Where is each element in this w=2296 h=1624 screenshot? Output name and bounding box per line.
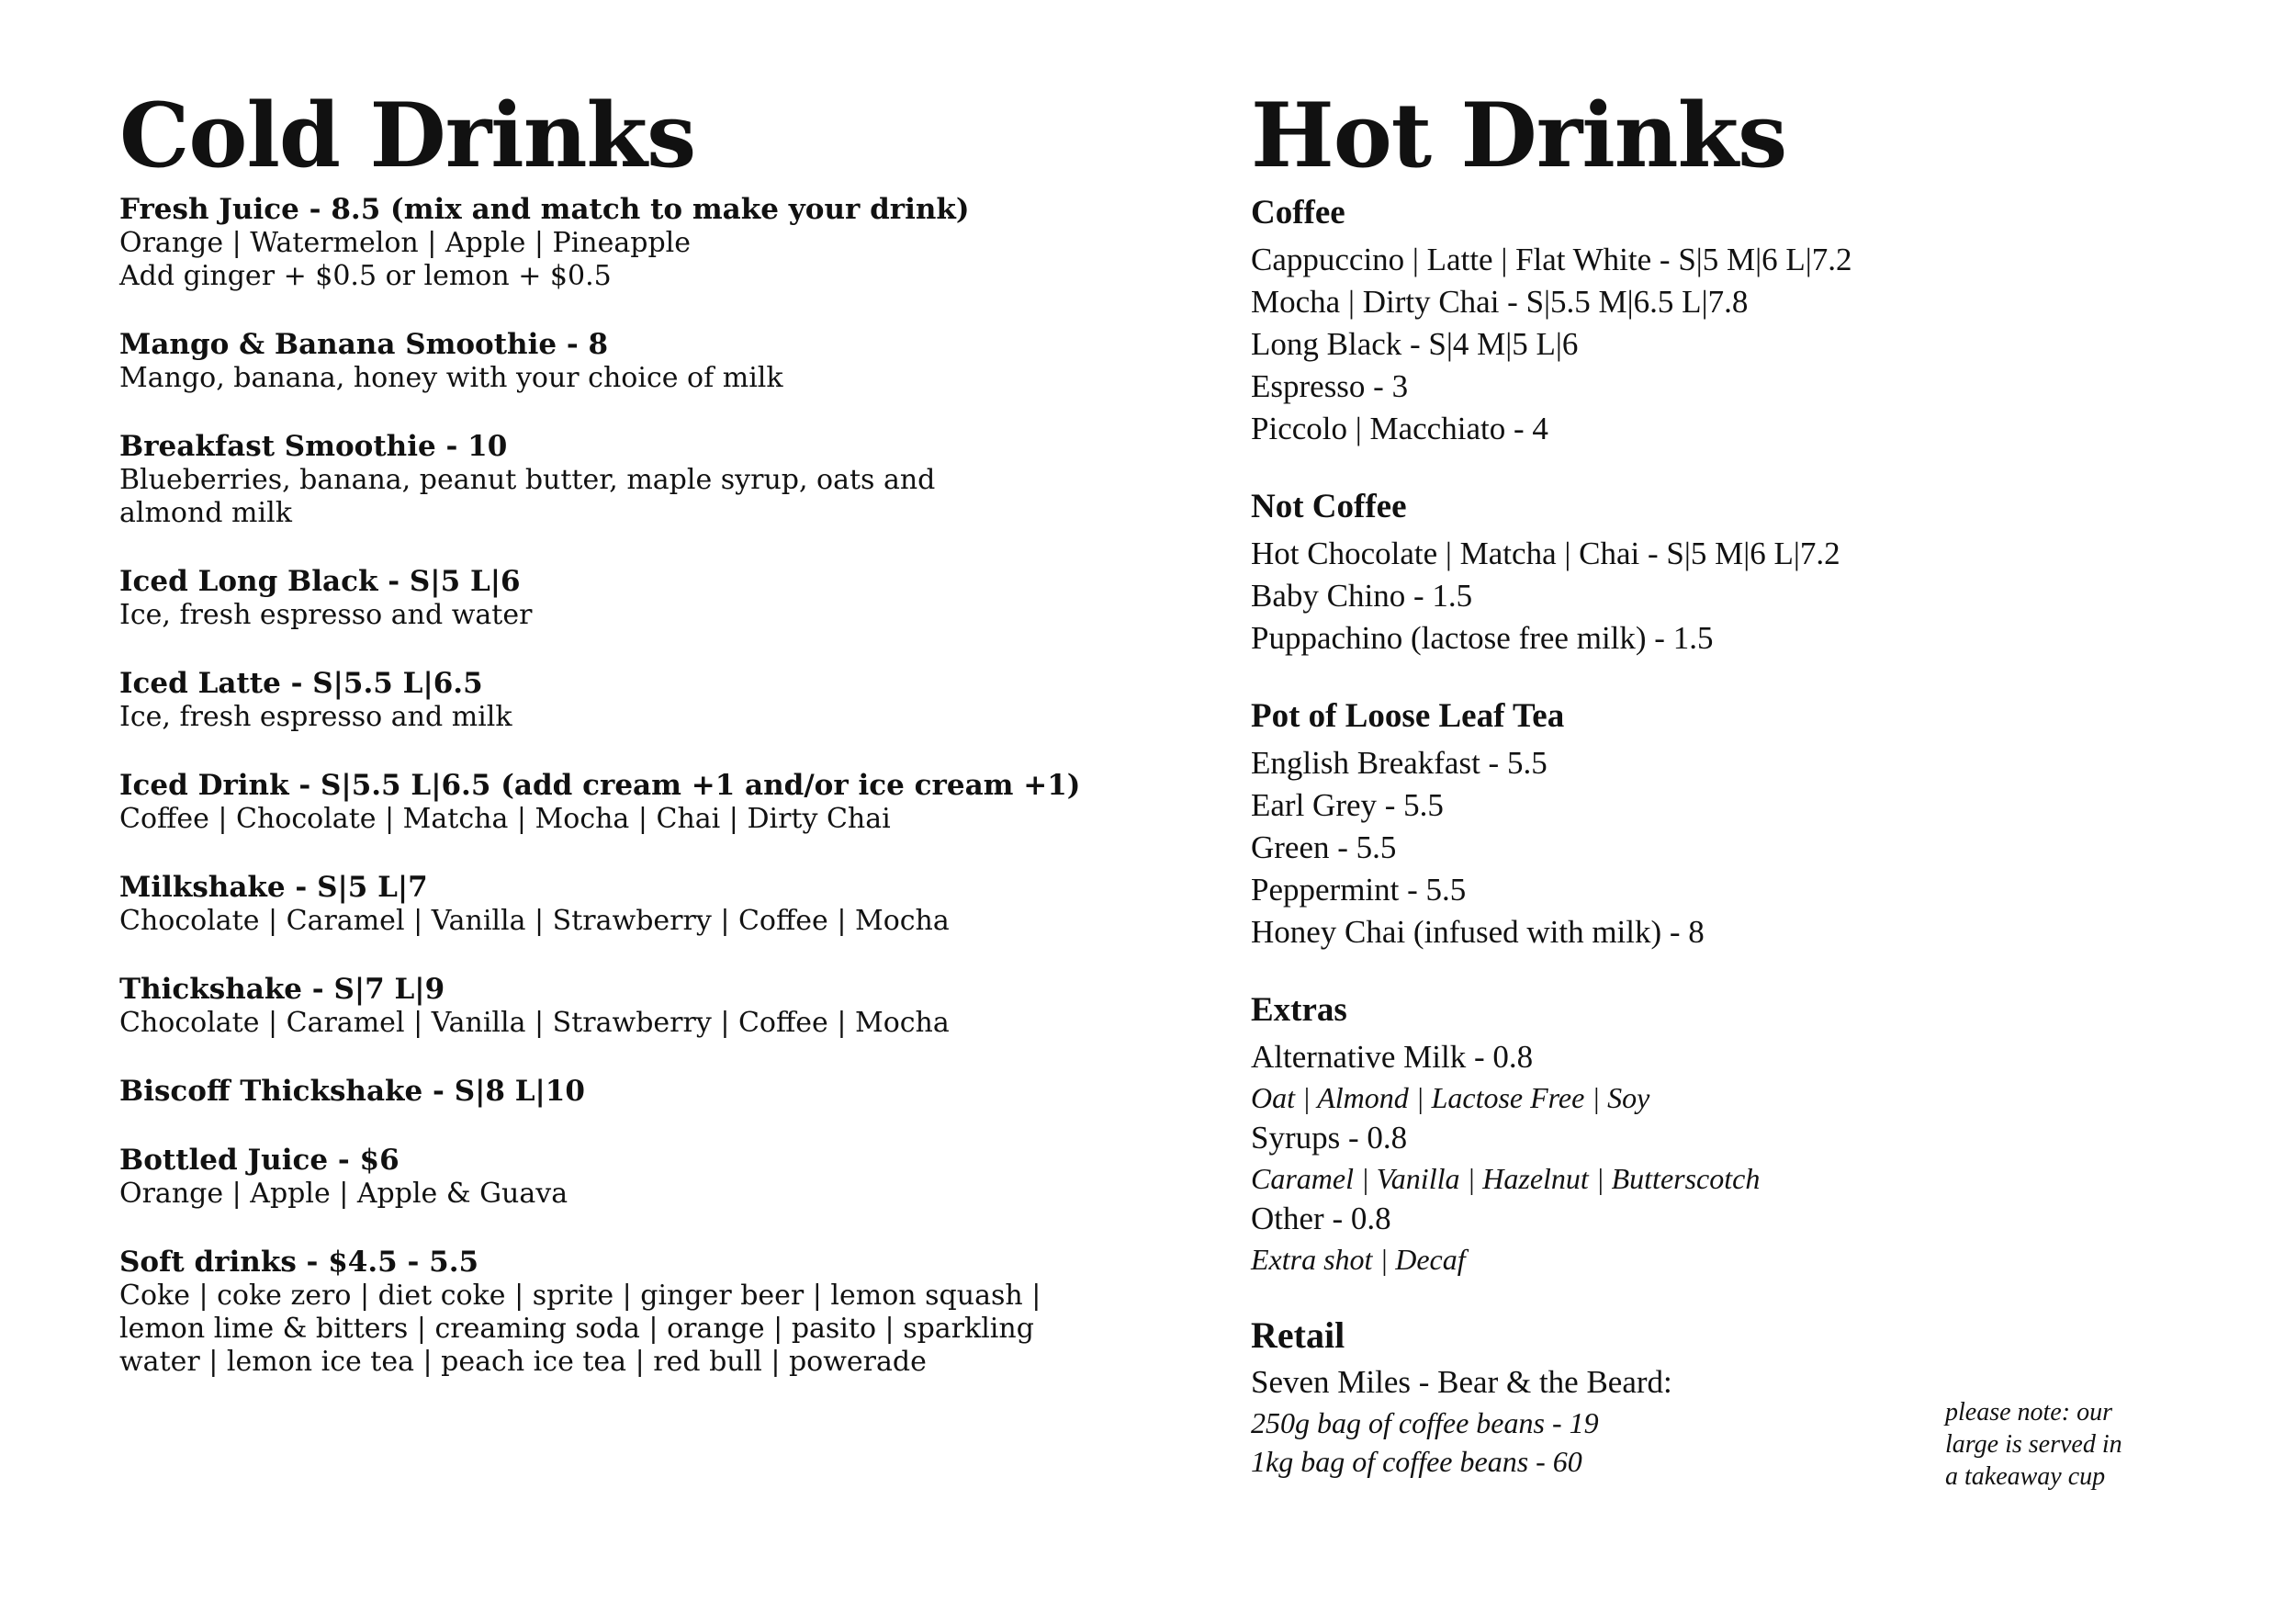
menu-item [119, 769, 1111, 836]
options-line: Oat | Almond | Lactose Free | Soy [1251, 1081, 1650, 1114]
options-line: Extra shot | Decaf [1251, 1243, 1466, 1276]
size-note: please note: our large is served in a takeaway cup [1945, 1398, 2122, 1491]
menu-line: Cappuccino | Latte | Flat White - S|5 M|6 L|7.2 [1251, 242, 1852, 277]
item-name: Bottled Juice - $6 [119, 1144, 400, 1177]
item-description: Coffee | Chocolate | Matcha | Mocha | Chai | Dirty Chai [119, 803, 891, 835]
menu-line: 250g bag of coffee beans - 19 [1251, 1406, 1599, 1439]
menu-line: Seven Miles - Bear & the Beard: [1251, 1364, 1672, 1400]
menu-line: Other - 0.8 [1251, 1201, 1391, 1236]
options-line: Caramel | Vanilla | Hazelnut | Butterscotch [1251, 1162, 1761, 1195]
menu-item [119, 973, 1111, 1040]
item-name: Fresh Juice - 8.5 (mix and match to make your drink) [119, 193, 970, 226]
menu-item [119, 667, 1111, 734]
item-description: Chocolate | Caramel | Vanilla | Strawberry | Coffee | Mocha [119, 905, 950, 937]
menu-line: Piccolo | Macchiato - 4 [1251, 411, 1548, 446]
menu-item [119, 1075, 1111, 1109]
item-description: Orange | Apple | Apple & Guava [119, 1178, 568, 1210]
item-name: Breakfast Smoothie - 10 [119, 430, 508, 463]
item-description: Blueberries, banana, peanut butter, maple syrup, oats and almond milk [119, 464, 936, 529]
tea-section [1251, 696, 2169, 953]
section-heading: Extras [1251, 991, 1347, 1029]
hot-drinks-title: Hot Drinks [1251, 84, 1787, 187]
section-heading: Pot of Loose Leaf Tea [1251, 697, 1565, 735]
menu-item [119, 565, 1111, 632]
item-name: Soft drinks - $4.5 - 5.5 [119, 1246, 479, 1279]
hot-drinks-column [1251, 84, 2169, 1517]
menu-line: English Breakfast - 5.5 [1251, 745, 1548, 781]
menu-item [119, 871, 1111, 938]
item-name: Iced Latte - S|5.5 L|6.5 [119, 667, 483, 700]
menu-line: Alternative Milk - 0.8 [1251, 1039, 1534, 1075]
menu-line: Honey Chai (infused with milk) - 8 [1251, 914, 1705, 950]
menu-item [119, 430, 1111, 530]
not-coffee-section [1251, 487, 2169, 660]
section-heading: Retail [1251, 1314, 1345, 1356]
menu-line: Espresso - 3 [1251, 368, 1409, 404]
menu-line: Syrups - 0.8 [1251, 1120, 1408, 1156]
menu-line: Hot Chocolate | Matcha | Chai - S|5 M|6 L|7.2 [1251, 536, 1840, 571]
menu-line: Long Black - S|4 M|5 L|6 [1251, 326, 1579, 362]
coffee-section [1251, 193, 2169, 450]
menu-line: Baby Chino - 1.5 [1251, 578, 1473, 614]
item-name: Milkshake - S|5 L|7 [119, 871, 428, 904]
menu-line: 1kg bag of coffee beans - 60 [1251, 1445, 1582, 1478]
section-heading: Coffee [1251, 194, 1345, 231]
section-heading: Not Coffee [1251, 488, 1407, 525]
item-description: Chocolate | Caramel | Vanilla | Strawberry | Coffee | Mocha [119, 1007, 950, 1039]
menu-item [119, 328, 1111, 395]
item-name: Mango & Banana Smoothie - 8 [119, 328, 609, 361]
item-description: Coke | coke zero | diet coke | sprite | ginger beer | lemon squash | lemon lime & bitters | creaming soda | orange | pasito | sparkling water | lemon ice tea | peach ice tea | red bull | powerade [119, 1280, 1041, 1378]
item-name: Iced Drink - S|5.5 L|6.5 (add cream +1 and/or ice cream +1) [119, 769, 1081, 802]
menu-line: Puppachino (lactose free milk) - 1.5 [1251, 620, 1714, 656]
menu-line: Green - 5.5 [1251, 829, 1397, 865]
menu-item [119, 193, 1111, 293]
menu-line: Peppermint - 5.5 [1251, 872, 1467, 908]
cold-drinks-column [119, 84, 1111, 1414]
item-description: Mango, banana, honey with your choice of milk [119, 362, 783, 394]
menu-item [119, 1246, 1111, 1379]
item-name: Thickshake - S|7 L|9 [119, 973, 445, 1006]
menu-item [119, 1144, 1111, 1211]
item-description: Orange | Watermelon | Apple | Pineapple Add ginger + $0.5 or lemon + $0.5 [119, 227, 692, 292]
item-name: Iced Long Black - S|5 L|6 [119, 565, 521, 598]
extras-section [1251, 990, 2169, 1279]
cold-drinks-title: Cold Drinks [119, 84, 696, 187]
menu-line: Mocha | Dirty Chai - S|5.5 M|6.5 L|7.8 [1251, 284, 1749, 320]
item-description: Ice, fresh espresso and water [119, 599, 533, 631]
menu-line: Earl Grey - 5.5 [1251, 787, 1444, 823]
item-name: Biscoff Thickshake - S|8 L|10 [119, 1075, 585, 1108]
item-description: Ice, fresh espresso and milk [119, 701, 512, 733]
